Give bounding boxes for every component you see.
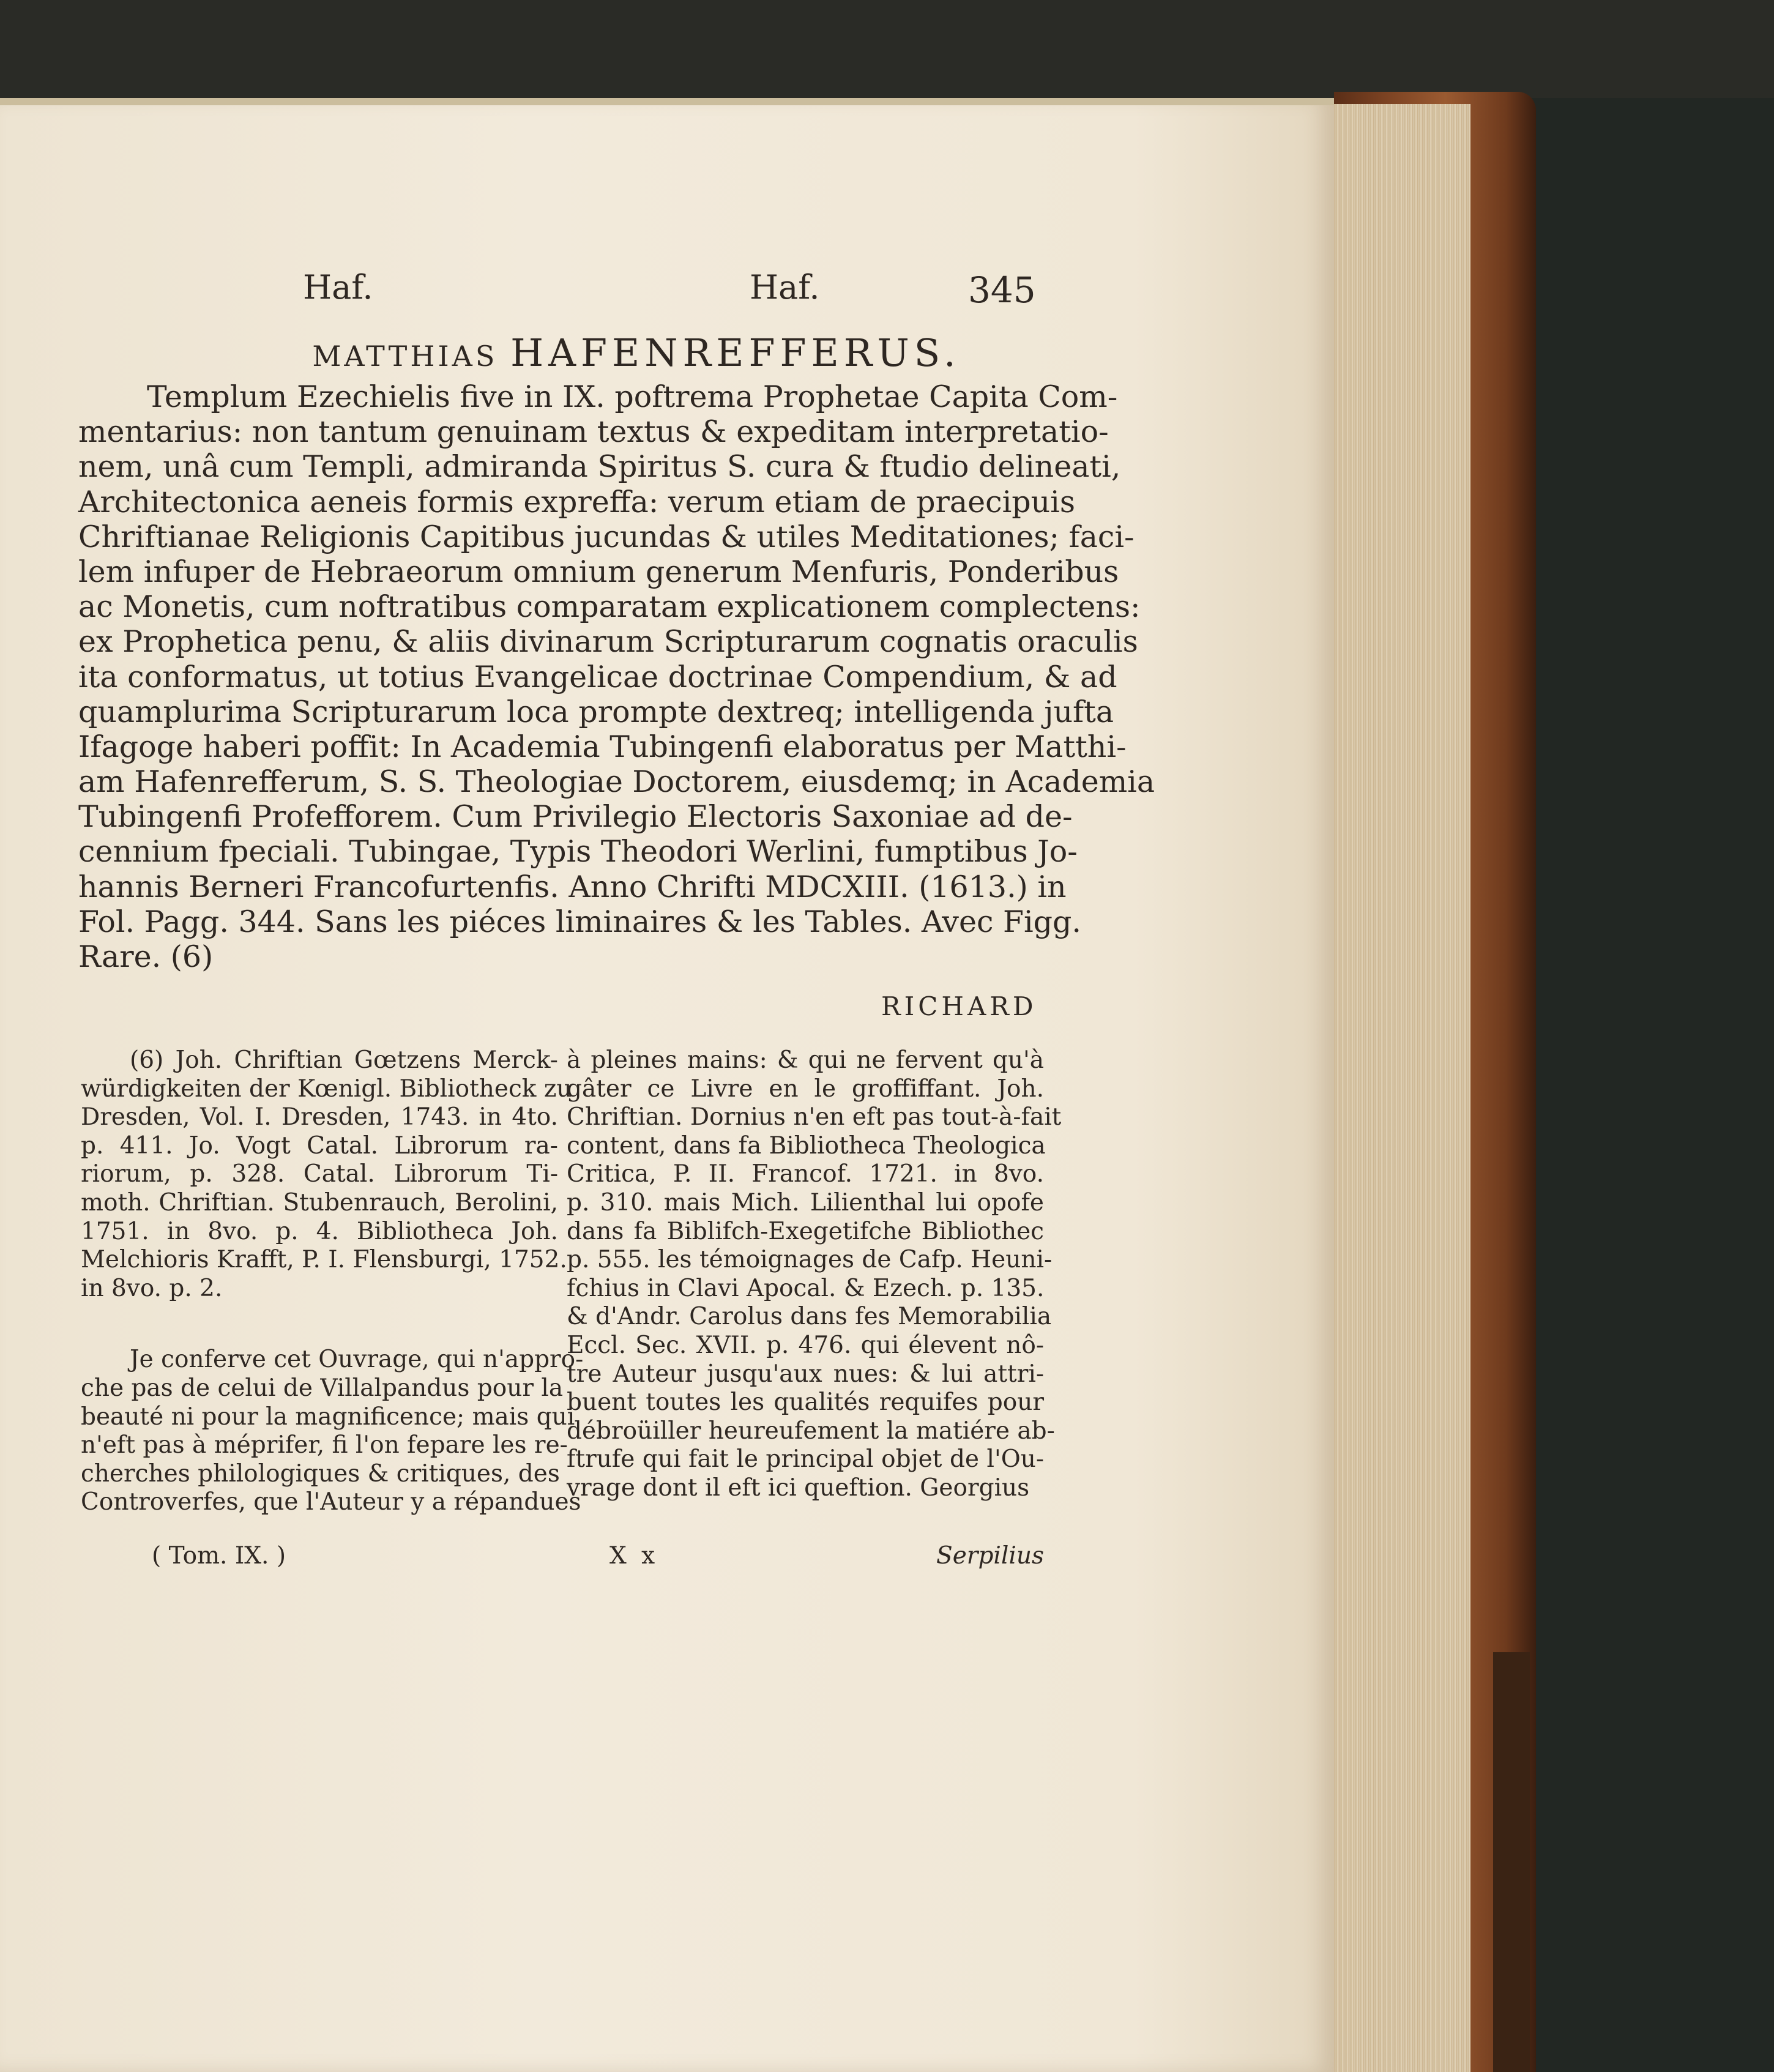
footnote-catchword: Serpilius (936, 1542, 1044, 1570)
cover-spine-edge (1493, 1652, 1530, 2072)
text-line: à pleines mains: & qui ne fervent qu'à (567, 1046, 1044, 1074)
text-line: 1751. in 8vo. p. 4. Bibliotheca Joh. (81, 1217, 558, 1245)
text-line: Dresden, Vol. I. Dresden, 1743. in 4to. (81, 1103, 558, 1131)
text-line: Critica, P. II. Francof. 1721. in 8vo. (567, 1160, 1044, 1188)
text-line: p. 555. les témoignages de Cafp. Heuni- (567, 1246, 1053, 1274)
text-line: Je conferve cet Ouvrage, qui n'appro- (130, 1346, 584, 1374)
text-line: würdigkeiten der Kœnigl. Bibliotheck zu (81, 1075, 572, 1103)
text-line: in 8vo. p. 2. (81, 1274, 223, 1302)
text-line: p. 310. mais Mich. Lilienthal lui opofe (567, 1188, 1044, 1217)
running-head-center: Haf. (750, 268, 820, 307)
text-line: fchius in Clavi Apocal. & Ezech. p. 135. (567, 1274, 1045, 1302)
text-line: Melchioris Krafft, P. I. Flensburgi, 1752. (81, 1246, 567, 1274)
text-line: & d'Andr. Carolus dans fes Memorabilia (567, 1303, 1052, 1331)
text-line: vrage dont il eft ici queftion. Georgius (567, 1474, 1030, 1502)
text-line: Rare. (6) (78, 939, 214, 974)
text-line: content, dans fa Bibliotheca Theologica (567, 1131, 1046, 1160)
top-shadow (0, 0, 1774, 98)
text-line: Fol. Pagg. 344. Sans les piéces liminaires & les Tables. Avec Figg. (78, 904, 1081, 939)
text-line: p. 411. Jo. Vogt Catal. Librorum ra- (81, 1131, 558, 1160)
text-line: lem infuper de Hebraeorum omnium generum Menfuris, Ponderibus (78, 554, 1119, 589)
text-line: beauté ni pour la magnificence; mais qui (81, 1403, 575, 1431)
text-line: tre Auteur jusqu'aux nues: & lui attri- (567, 1360, 1044, 1388)
title-surname: HAFENREFFERUS. (510, 330, 961, 375)
text-line: cennium fpeciali. Tubingae, Typis Theodori Werlini, fumptibus Jo- (78, 834, 1078, 870)
text-line: Controverfes, que l'Auteur y a répandues (81, 1488, 581, 1516)
text-line: n'eft pas à méprifer, fi l'on fepare les re- (81, 1431, 568, 1459)
text-line: am Hafenrefferum, S. S. Theologiae Doctorem, eiusdemq; in Academia (78, 764, 1155, 800)
footnote-column-right (567, 1046, 1062, 1503)
text-line: buent toutes les qualités requifes pour (567, 1388, 1044, 1417)
catchword: RICHARD (881, 991, 1037, 1021)
text-line: Templum Ezechielis five in IX. poftrema Prophetae Capita Com- (147, 379, 1118, 414)
text-line: moth. Chriftian. Stubenrauch, Berolini, (81, 1188, 558, 1217)
text-line: hannis Berneri Francofurtenfis. Anno Chrifti MDCXIII. (1613.) in (78, 869, 1067, 904)
text-line: gâter ce Livre en le groffiffant. Joh. (567, 1075, 1044, 1103)
text-line: nem, unâ cum Templi, admiranda Spiritus S. cura & ftudio delineati, (78, 449, 1121, 485)
text-line: cherches philologiques & critiques, des (81, 1459, 560, 1488)
text-line: riorum, p. 328. Catal. Librorum Ti- (81, 1160, 558, 1188)
running-head-left: Haf. (303, 268, 373, 307)
text-line: Chriftian. Dornius n'en eft pas tout-à-fait (567, 1103, 1062, 1131)
main-entry-text (78, 379, 1155, 974)
footnote-left-references (81, 1046, 572, 1303)
sheet-signature: X x (609, 1542, 659, 1570)
text-line: ac Monetis, cum noftratibus comparatam explicationem complectens: (78, 589, 1141, 625)
text-line: Eccl. Sec. XVII. p. 476. qui élevent nô- (567, 1331, 1044, 1359)
text-line: mentarius: non tantum genuinam textus & expeditam interpretatio- (78, 414, 1109, 450)
text-line: Tubingenfi Profefforem. Cum Privilegio Electoris Saxoniae ad de- (78, 799, 1073, 835)
text-line: Ifagoge haberi poffit: In Academia Tubingenfi elaboratus per Matthi- (78, 729, 1127, 764)
text-line: ex Prophetica penu, & aliis divinarum Scripturarum cognatis oraculis (78, 624, 1138, 660)
text-line: (6) Joh. Chriftian Gœtzens Merck- (130, 1046, 558, 1074)
page-fore-edge (1328, 104, 1470, 2072)
page-number: 345 (968, 269, 1036, 311)
text-line: che pas de celui de Villalpandus pour la (81, 1374, 564, 1402)
footnote-right-commentary (567, 1046, 1062, 1503)
title-given-name: MATTHIAS (312, 340, 498, 373)
text-line: ita conformatus, ut totius Evangelicae doctrinae Compendium, & ad (78, 659, 1117, 695)
entry-title (0, 330, 1224, 375)
text-line: dans fa Biblifch-Exegetifche Bibliothec (567, 1217, 1044, 1245)
footnote-gap (81, 1303, 558, 1346)
volume-signature: ( Tom. IX. ) (152, 1542, 286, 1570)
text-line: quamplurima Scripturarum loca prompte dextreq; intelligenda jufta (78, 694, 1114, 729)
text-line: Architectonica aeneis formis expreffa: verum etiam de praecipuis (78, 484, 1075, 520)
text-line: ftrufe qui fait le principal objet de l'Ou- (567, 1445, 1044, 1474)
text-line: Chriftianae Religionis Capitibus jucundas & utiles Meditationes; faci- (78, 519, 1135, 554)
text-line: débroüiller heureufement la matiére ab- (567, 1417, 1055, 1445)
footnote-left-commentary (81, 1346, 584, 1517)
footnote-column-left (81, 1046, 584, 1517)
